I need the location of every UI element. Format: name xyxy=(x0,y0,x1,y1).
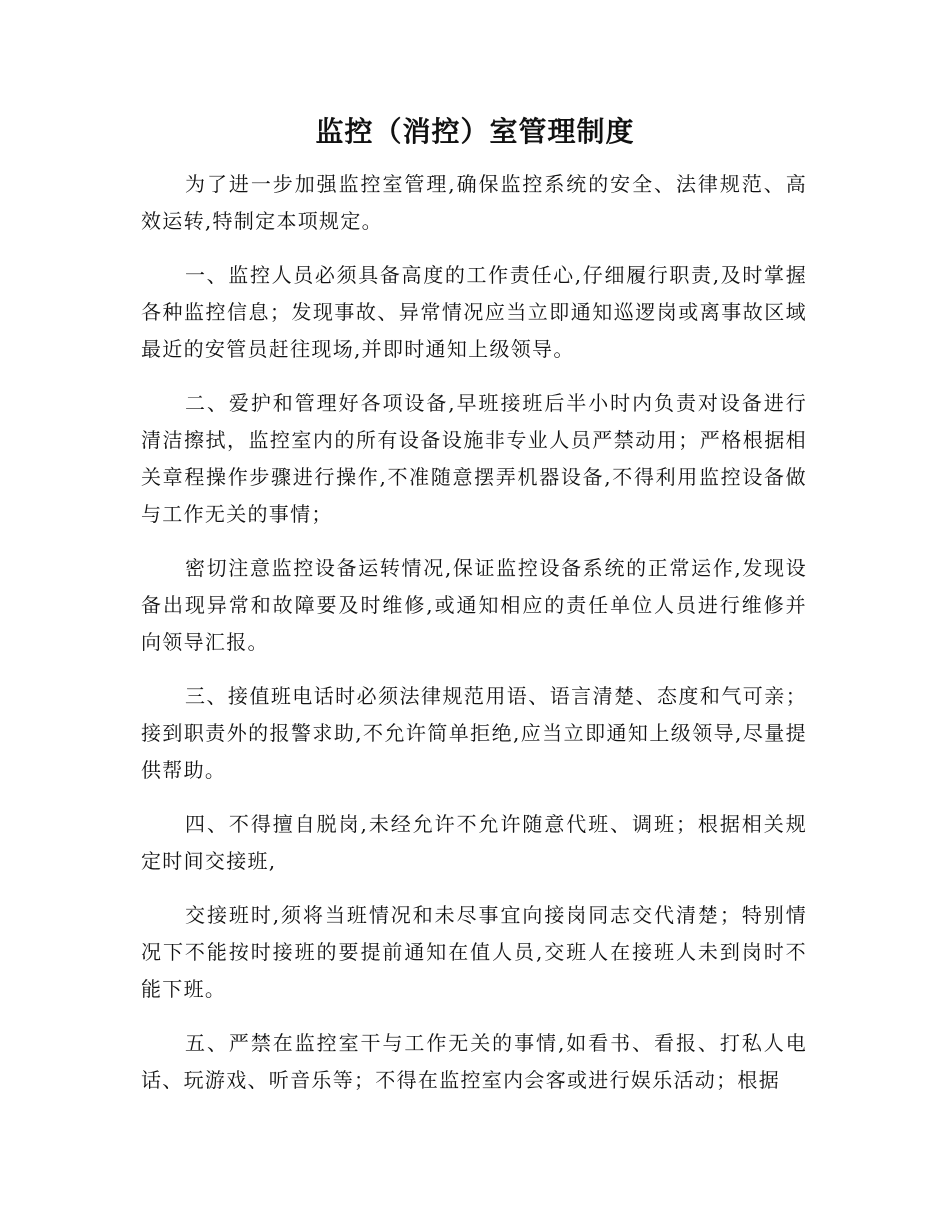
paragraph-rule-5: 五、严禁在监控室干与工作无关的事情,如看书、看报、打私人电话、玩游戏、听音乐等；不得在监控室内会客或进行娱乐活动；根据 xyxy=(141,1031,807,1092)
document-body xyxy=(141,166,807,1116)
paragraph-rule-3: 三、接值班电话时必须法律规范用语、语言清楚、态度和气可亲；接到职责外的报警求助,不允许简单拒绝,应当立即通知上级领导,尽量提供帮助。 xyxy=(141,684,807,782)
document-title: 监控（消控）室管理制度 xyxy=(315,115,635,148)
paragraph-rule-2-continued: 密切注意监控设备运转情况,保证监控设备系统的正常运作,发现设备出现异常和故障要及时维修,或通知相应的责任单位人员进行维修并向领导汇报。 xyxy=(141,556,807,654)
paragraph-rule-2: 二、爱护和管理好各项设备,早班接班后半小时内负责对设备进行清洁擦拭，监控室内的所有设备设施非专业人员严禁动用；严格根据相关章程操作步骤进行操作,不准随意摆弄机器设备,不得利用监控设备做与工作无关的事情； xyxy=(141,391,807,526)
paragraph-rule-1: 一、监控人员必须具备高度的工作责任心,仔细履行职责,及时掌握各种监控信息；发现事故、异常情况应当立即通知巡逻岗或离事故区域最近的安管员赶往现场,并即时通知上级领导。 xyxy=(141,263,807,361)
paragraph-rule-4-continued: 交接班时,须将当班情况和未尽事宜向接岗同志交代清楚；特别情况下不能按时接班的要提前通知在值人员,交班人在接班人未到岗时不能下班。 xyxy=(141,903,807,1001)
paragraph-rule-4: 四、不得擅自脱岗,未经允许不允许随意代班、调班；根据相关规定时间交接班, xyxy=(141,812,807,873)
paragraph-intro: 为了进一步加强监控室管理,确保监控系统的安全、法律规范、高效运转,特制定本项规定。 xyxy=(141,172,807,233)
